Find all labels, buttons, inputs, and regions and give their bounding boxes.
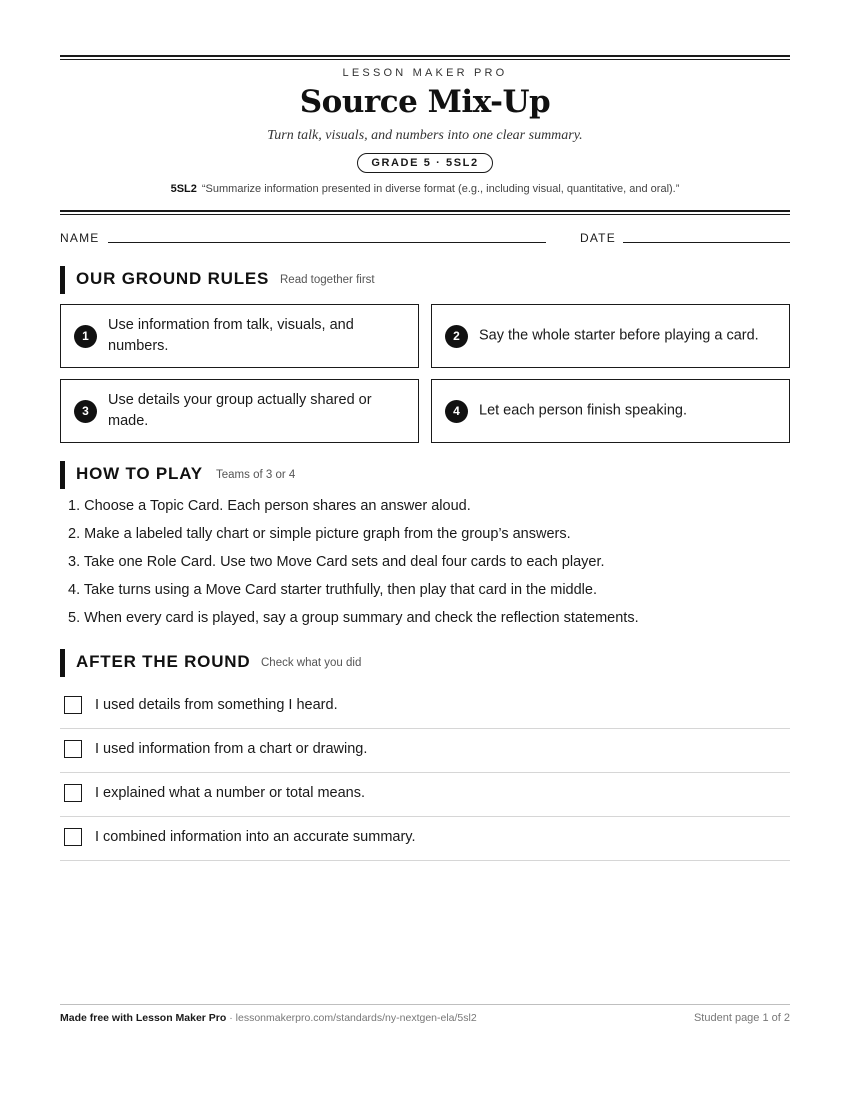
step-item: 5. When every card is played, say a group summary and check the reflection statements.	[68, 610, 639, 626]
after-round-heading	[60, 649, 790, 677]
ground-rule-card-1	[60, 304, 419, 368]
grade-badge-wrap	[60, 153, 790, 173]
section-bar	[60, 266, 65, 294]
step-item: 1. Choose a Topic Card. Each person shares an answer aloud.	[68, 498, 471, 514]
step-item: 3. Take one Role Card. Use two Move Card sets and deal four cards to each player.	[68, 554, 605, 570]
checklist-text: I used information from a chart or drawing.	[95, 741, 368, 757]
rule-number-badge: 1	[74, 325, 97, 348]
ground-rule-card-4	[431, 379, 790, 443]
ground-rule-card-3	[60, 379, 419, 443]
name-label: NAME	[60, 231, 100, 245]
section-bar	[60, 461, 65, 489]
brand-name: LESSON MAKER PRO	[342, 67, 508, 79]
after-round-note: Check what you did	[261, 657, 362, 669]
checkbox[interactable]	[64, 828, 82, 846]
rule-text: Say the whole starter before playing a card.	[479, 327, 759, 344]
ground-rule-card-2	[431, 304, 790, 368]
checkbox[interactable]	[64, 696, 82, 714]
reflection-checklist	[60, 685, 790, 861]
footer-url[interactable]: lessonmakerpro.com/standards/ny-nextgen-ela/5sl2	[235, 1012, 477, 1024]
how-to-play-steps	[68, 494, 788, 634]
grade-badge: GRADE 5 · 5SL2	[357, 153, 492, 173]
footer-separator: ·	[226, 1012, 236, 1024]
ground-rules-heading	[60, 266, 790, 294]
checkbox[interactable]	[64, 740, 82, 758]
checklist-text: I used details from something I heard.	[95, 697, 338, 713]
standard-text: “Summarize information presented in diverse format (e.g., including visual, quantitative, and oral).”	[201, 183, 680, 195]
worksheet-title: Source Mix-Up	[299, 84, 551, 120]
section-bar	[60, 649, 65, 677]
footer-credit	[60, 1012, 477, 1024]
rule-number-badge: 4	[445, 400, 468, 423]
worksheet-subtitle: Turn talk, visuals, and numbers into one clear summary.	[267, 128, 583, 143]
footer-made-with: Made free with Lesson Maker Pro	[60, 1012, 227, 1024]
name-date-row	[60, 230, 790, 246]
how-to-play-title: HOW TO PLAY	[76, 464, 203, 483]
step-item: 4. Take turns using a Move Card starter truthfully, then play that card in the middle.	[68, 582, 597, 598]
checkbox[interactable]	[64, 784, 82, 802]
ground-rules-note: Read together first	[280, 274, 375, 286]
rule-number-badge: 2	[445, 325, 468, 348]
ground-rules-title: OUR GROUND RULES	[76, 269, 270, 288]
name-field[interactable]	[108, 242, 546, 243]
header-top-rule	[60, 55, 790, 60]
how-to-play-heading	[60, 461, 790, 489]
checklist-text: I explained what a number or total means.	[95, 785, 366, 801]
checklist-item	[60, 685, 790, 729]
footer-rule	[60, 1004, 790, 1005]
rule-text: Use details your group actually shared or made.	[108, 392, 372, 429]
footer-page-info: Student page 1 of 2	[693, 1012, 790, 1024]
header-bottom-rule	[60, 210, 790, 215]
rule-number-badge: 3	[74, 400, 97, 423]
standard-line	[60, 183, 790, 195]
step-item: 2. Make a labeled tally chart or simple picture graph from the group’s answers.	[68, 526, 571, 542]
rule-text: Let each person finish speaking.	[479, 402, 687, 419]
checklist-item	[60, 773, 790, 817]
worksheet-page	[60, 0, 790, 1100]
checklist-item	[60, 817, 790, 861]
date-label: DATE	[580, 231, 616, 245]
date-field[interactable]	[623, 242, 790, 243]
checklist-item	[60, 729, 790, 773]
standard-code: 5SL2	[170, 183, 197, 195]
checklist-text: I combined information into an accurate summary.	[95, 829, 416, 845]
after-round-title: AFTER THE ROUND	[76, 652, 251, 671]
rule-text: Use information from talk, visuals, and numbers.	[108, 317, 354, 354]
how-to-play-note: Teams of 3 or 4	[216, 469, 296, 481]
